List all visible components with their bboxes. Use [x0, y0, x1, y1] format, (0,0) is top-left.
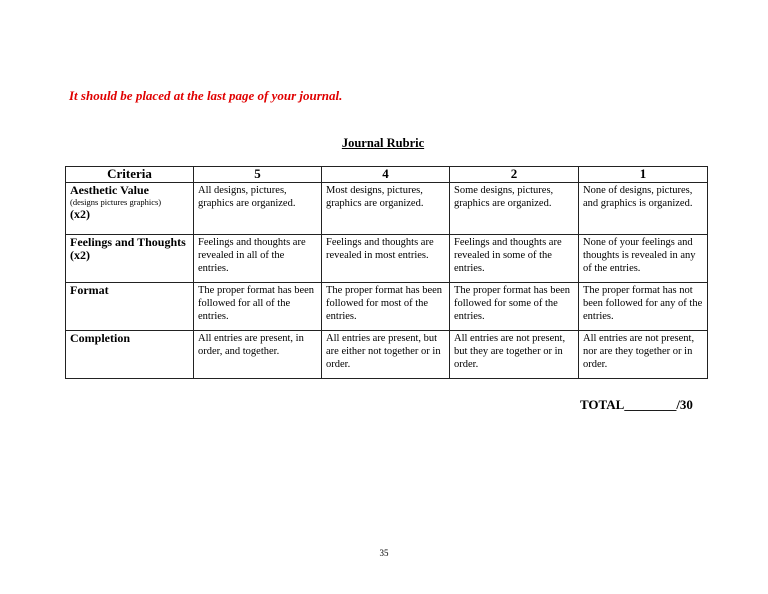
rubric-title: Journal Rubric — [341, 136, 425, 150]
rubric-cell: None of your feelings and thoughts is revealed in any of the entries. — [579, 235, 708, 283]
rubric-cell: All entries are present, in order, and together. — [194, 331, 322, 379]
page-number: 35 — [379, 548, 389, 558]
criteria-cell: Completion — [66, 331, 194, 379]
header-score-5: 5 — [194, 167, 322, 183]
rubric-cell: Most designs, pictures, graphics are organized. — [322, 183, 450, 235]
total-score-line: TOTAL________/30 — [580, 397, 693, 412]
header-criteria: Criteria — [66, 167, 194, 183]
rubric-header-row — [66, 167, 708, 183]
rubric-cell: None of designs, pictures, and graphics is organized. — [579, 183, 708, 235]
rubric-table — [65, 166, 708, 379]
header-score-2: 2 — [450, 167, 579, 183]
criteria-cell: Feelings and Thoughts (x2) — [66, 235, 194, 283]
placement-note: It should be placed at the last page of your journal. — [69, 88, 343, 103]
rubric-cell: The proper format has been followed for most of the entries. — [322, 283, 450, 331]
rubric-cell: The proper format has been followed for some of the entries. — [450, 283, 579, 331]
rubric-cell: Feelings and thoughts are revealed in some of the entries. — [450, 235, 579, 283]
rubric-row-aesthetic — [66, 183, 708, 235]
rubric-cell: The proper format has been followed for all of the entries. — [194, 283, 322, 331]
rubric-row-completion — [66, 331, 708, 379]
rubric-cell: The proper format has not been followed for any of the entries. — [579, 283, 708, 331]
rubric-row-feelings — [66, 235, 708, 283]
rubric-cell: Feelings and thoughts are revealed in all of the entries. — [194, 235, 322, 283]
rubric-row-format — [66, 283, 708, 331]
rubric-cell: All entries are not present, nor are they together or in order. — [579, 331, 708, 379]
rubric-cell: Some designs, pictures, graphics are organized. — [450, 183, 579, 235]
rubric-cell: All designs, pictures, graphics are organized. — [194, 183, 322, 235]
criteria-multiplier: (x2) — [70, 207, 90, 221]
criteria-cell: Format — [66, 283, 194, 331]
header-score-4: 4 — [322, 167, 450, 183]
rubric-cell: Feelings and thoughts are revealed in most entries. — [322, 235, 450, 283]
criteria-cell — [66, 183, 194, 235]
criteria-subtitle: (designs pictures graphics) — [70, 197, 162, 207]
rubric-cell: All entries are not present, but they are together or in order. — [450, 331, 579, 379]
header-score-1: 1 — [579, 167, 708, 183]
criteria-label: Aesthetic Value — [70, 183, 149, 197]
rubric-cell: All entries are present, but are either not together or in order. — [322, 331, 450, 379]
